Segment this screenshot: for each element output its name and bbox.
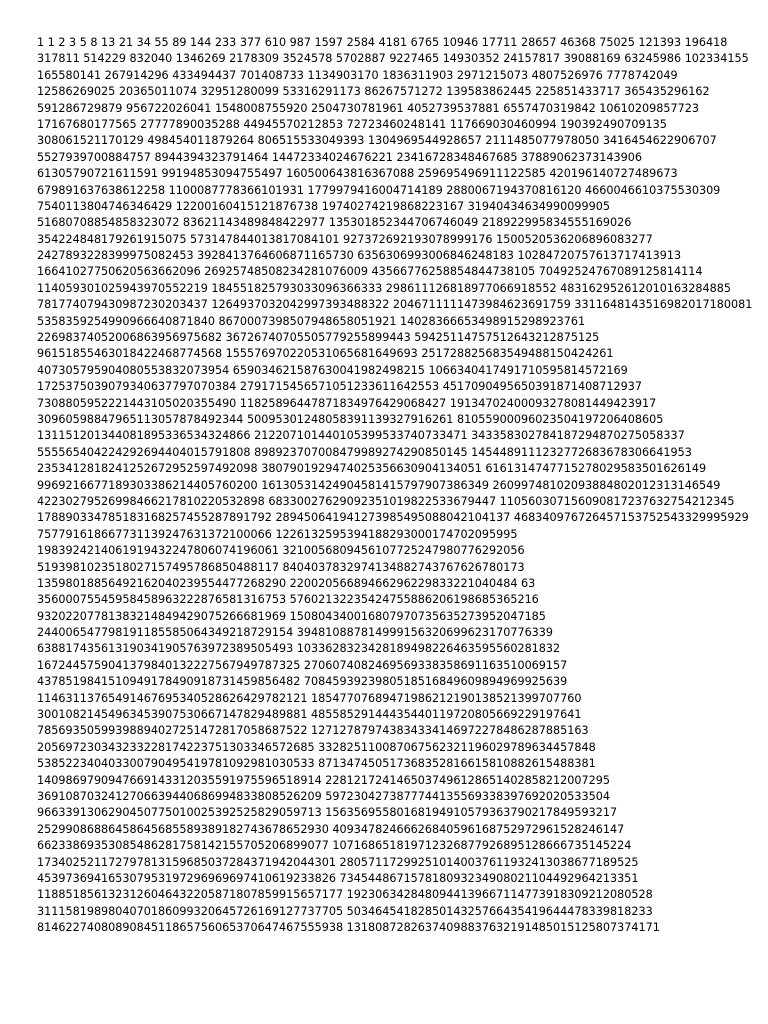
text-line: 2353412818241252672952597492098 3807901929474025356630904134051 6161314747715278029583501626149 — [37, 462, 707, 476]
text-line: 42230279526998466217810220532898 68330027629092351019822533679447 110560307156090817237632754212345 — [37, 494, 735, 508]
text-line: 35600075545958458963222876581316753 57602132235424755886206198685365216 — [37, 593, 539, 607]
text-line: 308061521170129 498454011879264 806515533049393 1304969544928657 2111485077978050 3416454622906707 — [37, 134, 717, 148]
text-line: 2427893228399975082453 3928413764606871165730 6356306993006846248183 10284720757613717413913 — [37, 249, 682, 263]
text-line: 1725375039079340637797070384 2791715456571051233611642553 4517090495650391871408712937 — [37, 380, 643, 394]
text-line: 22698374052006863956975682 36726740705505779255899443 59425114757512643212875125 — [37, 331, 600, 345]
text-line: 51680708854858323072 83621143489848422977 135301852344706746049 218922995834555169026 — [37, 216, 632, 230]
text-line: 1409869790947669143312035591975596518914 2281217241465037496128651402858212007295 — [37, 773, 610, 787]
text-line: 17167680177565 27777890035288 44945570212853 72723460248141 117669030460994 190392490709135 — [37, 117, 667, 131]
text-line: 16641027750620563662096 26925748508234281076009 43566776258854844738105 70492524767089125814114 — [37, 265, 703, 279]
text-line: 1 1 2 3 5 8 13 21 34 55 89 144 233 377 610 987 1597 2584 4181 6765 10946 17711 28657 46368 75025 121393 196418 — [37, 36, 728, 49]
text-line: 165580141 267914296 433494437 701408733 1134903170 1836311903 2971215073 4807526976 7778742049 — [37, 68, 678, 82]
text-line: 757791618667731139247631372100066 1226132595394188293000174702095995 — [37, 527, 518, 541]
text-line: 131151201344081895336534324866 212207101440105399533740733471 343358302784187294870275058337 — [37, 429, 685, 443]
text-line: 114059301025943970552219 184551825793033096366333 298611126818977066918552 483162952612010163284885 — [37, 281, 731, 295]
text-line: 244006547798191185585064349218729154 394810887814999156320699623170776339 — [37, 626, 554, 640]
text-line: 7540113804746346429 12200160415121876738 19740274219868223167 31940434634990099905 — [37, 199, 610, 213]
text-line: 354224848179261915075 573147844013817084101 927372692193078999176 1500520536206896083277 — [37, 232, 653, 246]
text-line: 11463113765491467695340528626429782121 18547707689471986212190138521399707760 — [37, 691, 582, 705]
text-line: 1983924214061919432247806074196061 3210056809456107725247980776292056 — [37, 544, 525, 558]
text-line: 9969216677189303386214405760200 16130531424904581415797907386349 26099748102093884802012313146549 — [37, 478, 721, 492]
text-line: 66233869353085486281758142155705206899077 107168651819712326877926895128666735145224 — [37, 839, 632, 853]
text-line: 96151855463018422468774568 155576970220531065681649693 251728825683549488150424261 — [37, 347, 614, 361]
text-line: 13598018856492162040239554477268290 22002056689466296229833221040484 63 — [37, 576, 536, 590]
text-line: 3691087032412706639440686994833808526209 5972304273877744135569338397692020533504 — [37, 789, 610, 803]
text-line: 5358359254990966640871840 8670007398507948658051921 14028366653498915298923761 — [37, 314, 586, 328]
text-line: 3111581989804070186099320645726169127737705 5034645418285014325766435419644478339818233 — [37, 904, 653, 918]
text-line: 555565404224292694404015791808 898923707008479989274290850145 1454489111232772683678306641953 — [37, 445, 692, 459]
text-line: 8146227408089084511865756065370647467555938 13180872826374098837632191485015125807374171 — [37, 921, 660, 935]
text-line: 7308805952221443105020355490 11825896447871834976429068427 19134702400093278081449423917 — [37, 396, 657, 410]
text-line: 591286729879 956722026041 1548008755920 2504730781961 4052739537881 6557470319842 10610209857723 — [37, 101, 699, 115]
text-line: 78569350599398894027251472817058687522 127127879743834334146972278486287885163 — [37, 724, 589, 738]
text-line: 30010821454963453907530667147829489881 48558529144435440119720805669229197641 — [37, 708, 582, 722]
text-line: 9663391306290450775010025392525829059713 15635695580168194910579363790217849593217 — [37, 806, 618, 820]
text-line: 453973694165307953197296969697410619233826 734544867157818093234908021104492964213351 — [37, 871, 639, 885]
text-line: 25299086886458645685589389182743678652930 40934782466626840596168752972961528246147 — [37, 822, 625, 836]
text-line: 4378519841510949178490918731459856482 7084593923980518516849609894969925639 — [37, 675, 568, 689]
text-line: 205697230343233228174223751303346572685 332825110087067562321196029789634457848 — [37, 740, 596, 754]
text-line: 30960598847965113057878492344 50095301248058391139327916261 81055900096023504197206408605 — [37, 412, 664, 426]
text-line: 679891637638612258 1100087778366101931 1779979416004714189 2880067194370816120 4660046610375530309 — [37, 183, 721, 197]
text-line: 93202207781383214849429075266681969 150804340016807970735635273952047185 — [37, 609, 546, 623]
text-line: 317811 514229 832040 1346269 2178309 3524578 5702887 9227465 14930352 24157817 39088169 63245986 102334155 — [37, 52, 749, 66]
fibonacci-sequence-text — [37, 35, 765, 936]
text-line: 538522340403300790495419781092981030533 871347450517368352816615810882615488381 — [37, 757, 596, 771]
text-line: 178890334785183168257455287891792 289450641941273985495088042104137 468340976726457153752543329995929 — [37, 511, 749, 525]
text-line: 5193981023518027157495786850488117 8404037832974134882743767626780173 — [37, 560, 525, 574]
text-line: 781774079430987230203437 1264937032042997393488322 2046711111473984623691759 3311648143516982017180081 — [37, 298, 753, 312]
text-line: 407305795904080553832073954 659034621587630041982498215 1066340417491710595814572169 — [37, 363, 628, 377]
text-line: 173402521172797813159685037284371942044301 280571172992510140037611932413038677189525 — [37, 855, 639, 869]
text-line: 638817435613190341905763972389505493 1033628323428189498226463595560281832 — [37, 642, 561, 656]
text-line: 5527939700884757 8944394323791464 14472334024676221 23416728348467685 37889062373143906 — [37, 150, 643, 164]
text-line: 12586269025 20365011074 32951280099 53316291173 86267571272 139583862445 225851433717 365435296162 — [37, 85, 710, 99]
text-line: 1188518561323126046432205871807859915657177 1923063428480944139667114773918309212080528 — [37, 888, 653, 902]
text-line: 61305790721611591 99194853094755497 160500643816367088 259695496911122585 420196140727489673 — [37, 167, 678, 181]
text-line: 1672445759041379840132227567949787325 2706074082469569338358691163510069157 — [37, 658, 568, 672]
